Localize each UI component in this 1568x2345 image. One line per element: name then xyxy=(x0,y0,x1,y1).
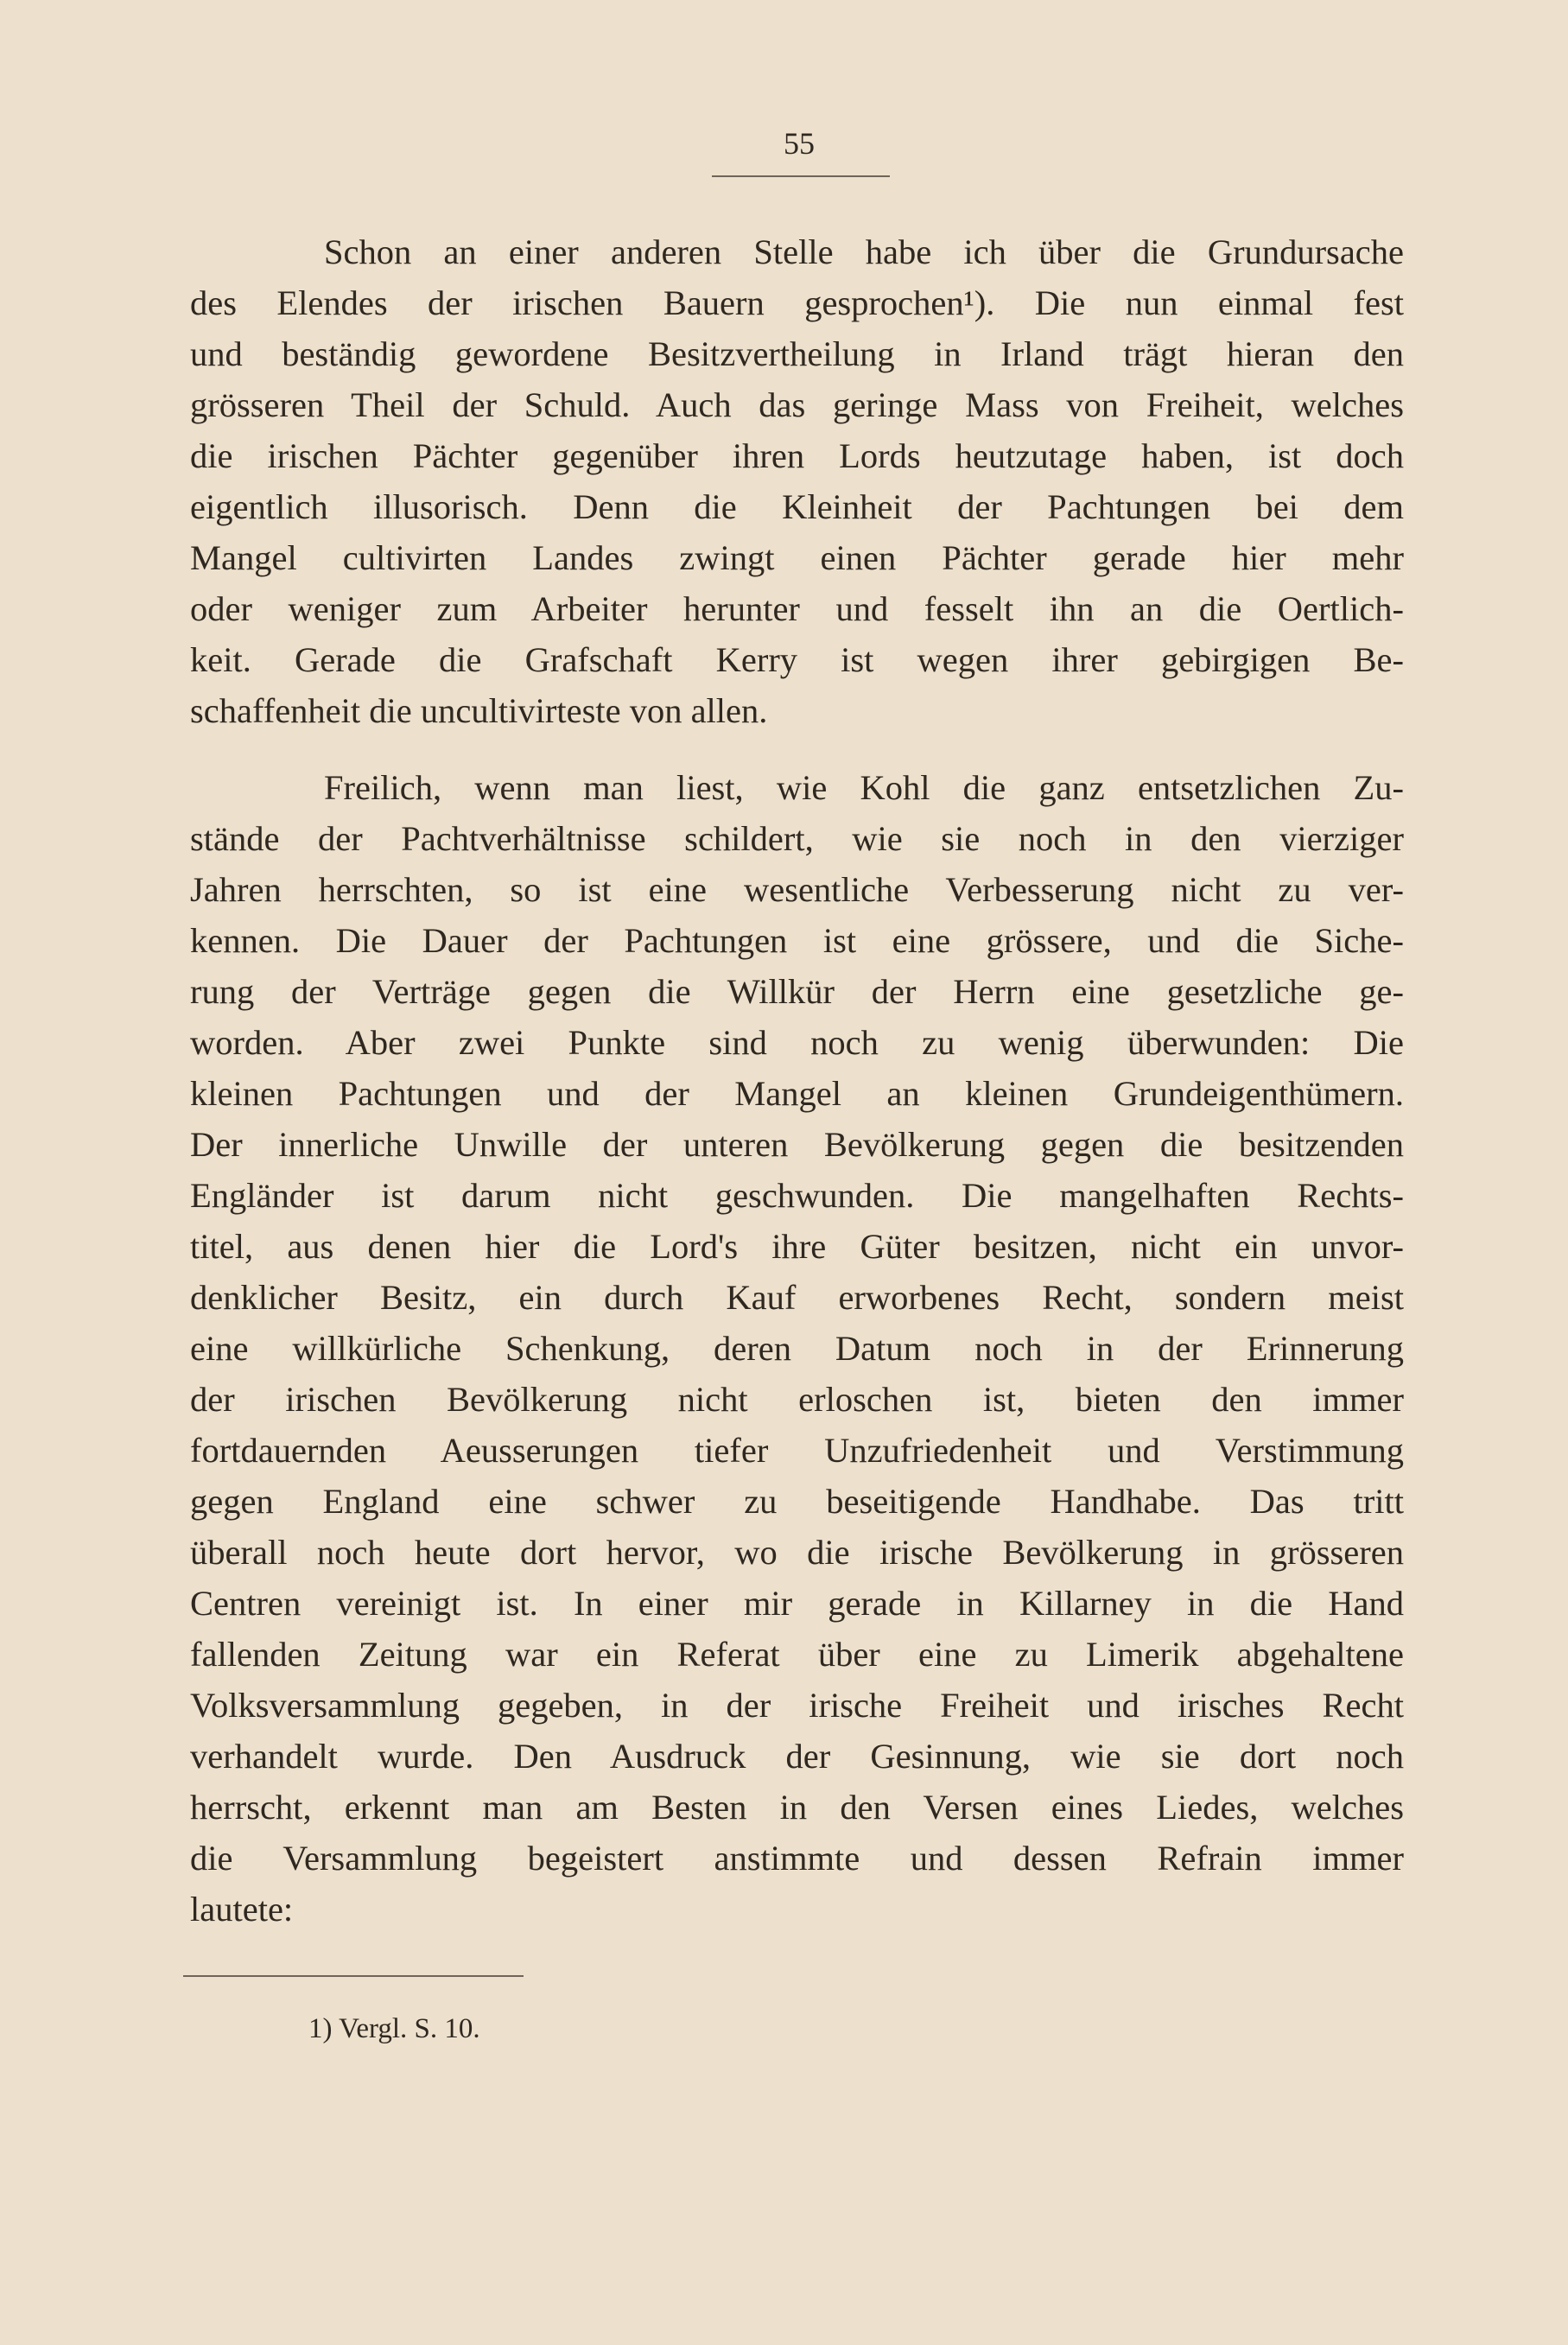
text-line: Schon an einer anderen Stelle habe ich über die Grundursache xyxy=(324,232,1404,271)
text-line: Engländer ist darum nicht geschwunden. Die mangelhaften Rechts- xyxy=(190,1176,1404,1215)
text-line: keit. Gerade die Grafschaft Kerry ist wegen ihrer gebirgigen Be- xyxy=(190,640,1404,679)
text-line: Centren vereinigt ist. In einer mir gerade in Killarney in die Hand xyxy=(190,1584,1404,1623)
text-line: fortdauernden Aeusserungen tiefer Unzufriedenheit und Verstimmung xyxy=(190,1431,1404,1470)
text-line: stände der Pachtverhältnisse schildert, wie sie noch in den vierziger xyxy=(190,819,1404,858)
footnote-rule xyxy=(183,1975,524,1977)
text-line: fallenden Zeitung war ein Referat über eine zu Limerik abgehaltene xyxy=(190,1635,1404,1674)
text-line: die irischen Pächter gegenüber ihren Lords heutzutage haben, ist doch xyxy=(190,436,1404,475)
footnote: 1) Vergl. S. 10. xyxy=(308,2013,480,2044)
page-number-rule xyxy=(712,175,890,177)
text-line: Mangel cultivirten Landes zwingt einen Pächter gerade hier mehr xyxy=(190,538,1404,577)
text-line: die Versammlung begeistert anstimmte und dessen Refrain immer xyxy=(190,1839,1404,1878)
text-line: Volksversammlung gegeben, in der irische Freiheit und irisches Recht xyxy=(190,1686,1404,1725)
text-line: der irischen Bevölkerung nicht erloschen ist, bieten den immer xyxy=(190,1380,1404,1419)
text-line: kennen. Die Dauer der Pachtungen ist eine grössere, und die Siche- xyxy=(190,921,1404,960)
text-line: lautete: xyxy=(190,1890,294,1929)
paragraph-1 xyxy=(190,226,1404,736)
text-line: schaffenheit die uncultivirteste von allen. xyxy=(190,691,768,730)
text-line: worden. Aber zwei Punkte sind noch zu wenig überwunden: Die xyxy=(190,1023,1404,1062)
text-line: titel, aus denen hier die Lord's ihre Güter besitzen, nicht ein unvor- xyxy=(190,1227,1404,1266)
text-line: verhandelt wurde. Den Ausdruck der Gesinnung, wie sie dort noch xyxy=(190,1737,1404,1776)
text-line: und beständig gewordene Besitzvertheilung in Irland trägt hieran den xyxy=(190,334,1404,373)
text-line: denklicher Besitz, ein durch Kauf erworbenes Recht, sondern meist xyxy=(190,1278,1404,1317)
text-line: gegen England eine schwer zu beseitigende Handhabe. Das tritt xyxy=(190,1482,1404,1521)
text-line: des Elendes der irischen Bauern gesprochen¹). Die nun einmal fest xyxy=(190,283,1404,322)
text-line: eigentlich illusorisch. Denn die Kleinheit der Pachtungen bei dem xyxy=(190,487,1404,526)
text-line: kleinen Pachtungen und der Mangel an kleinen Grundeigenthümern. xyxy=(190,1074,1404,1113)
text-line: eine willkürliche Schenkung, deren Datum noch in der Erinnerung xyxy=(190,1329,1404,1368)
paragraph-2 xyxy=(190,762,1404,1935)
text-line: rung der Verträge gegen die Willkür der Herrn eine gesetzliche ge- xyxy=(190,972,1404,1011)
paragraph-gap xyxy=(190,736,1404,762)
text-line: oder weniger zum Arbeiter herunter und fesselt ihn an die Oertlich- xyxy=(190,589,1404,628)
text-line: grösseren Theil der Schuld. Auch das geringe Mass von Freiheit, welches xyxy=(190,385,1404,424)
page-number: 55 xyxy=(784,126,815,161)
text-line: Jahren herrschten, so ist eine wesentliche Verbesserung nicht zu ver- xyxy=(190,870,1404,909)
text-line: Der innerliche Unwille der unteren Bevölkerung gegen die besitzenden xyxy=(190,1125,1404,1164)
body-text xyxy=(190,226,1404,1935)
text-line: Freilich, wenn man liest, wie Kohl die ganz entsetzlichen Zu- xyxy=(324,768,1404,807)
text-line: herrscht, erkennt man am Besten in den Versen eines Liedes, welches xyxy=(190,1788,1404,1827)
text-line: überall noch heute dort hervor, wo die irische Bevölkerung in grösseren xyxy=(190,1533,1404,1572)
